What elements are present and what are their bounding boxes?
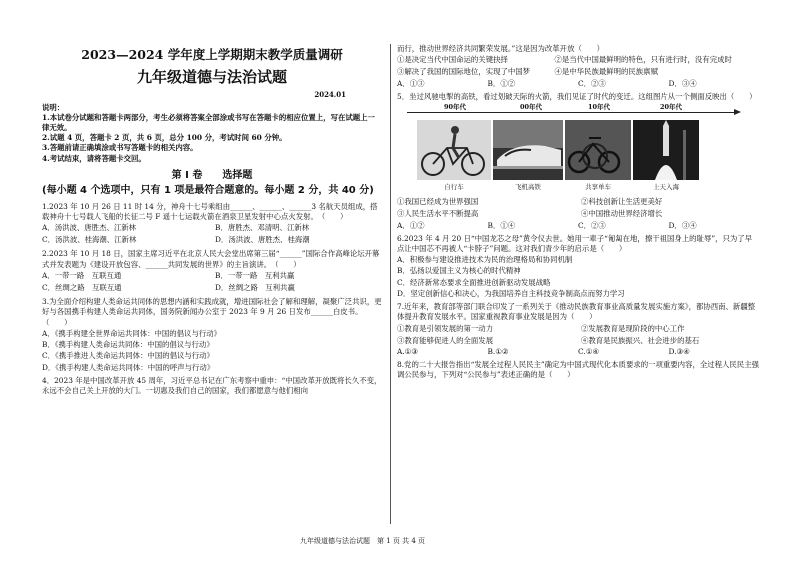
question-8 [397, 360, 759, 380]
answer-choice: C.①④ [578, 346, 599, 356]
column-divider [390, 44, 391, 524]
answer-choice: D．③④ [668, 78, 697, 88]
option: A．积极参与建设推进技术为民的治理格局和协同机制 [397, 255, 573, 265]
note-item: 2.试题 4 页，答题卡 2 页，共 6 页，总分 100 分，考试时间 60 分钟。 [42, 133, 287, 143]
option: C．经济新常态要求全面推进创新驱动发展战略 [397, 277, 551, 287]
answer-choice: D.③④ [668, 346, 690, 356]
decade-label: 10年代 [588, 103, 611, 112]
answer-choice: C．②③ [578, 220, 606, 230]
question-stem: 5．坐过风驰电掣的高铁，看过划破天际的火箭，我们见证了时代的变迁。这组图片从一个侧面反映出（ ） [397, 91, 757, 101]
train-photo [493, 120, 563, 180]
answer-choice: A．①② [397, 220, 425, 230]
photo-caption: 上天入海 [653, 183, 679, 192]
option: A．《携手构建全世界命运共同体：中国的倡议与行动》 [42, 328, 222, 338]
option: ②科技创新让生活更美好 [581, 197, 663, 207]
section-instruction: (每小题 4 个选项中，只有 1 项是最符合题意的。每小题 2 分，共 40 分) [42, 184, 374, 196]
question-2 [42, 249, 382, 294]
question-5 [397, 92, 759, 231]
exam-title: 2023—2024 学年度上学期期末教学质量调研 [81, 47, 343, 62]
shared-bikes-photo [565, 120, 631, 180]
answer-choice: B．①② [487, 78, 516, 88]
option: ④中国推动世界经济增长 [581, 209, 663, 219]
timeline-arrow-icon [734, 109, 741, 115]
option: D．坚定创新信心和决心，为我国培养自主科技竞争制高点而努力学习 [397, 288, 625, 298]
answer-choice: B.①② [487, 346, 509, 356]
page-footer: 九年级道德与法治试题 第 1 页 共 4 页 [300, 537, 426, 545]
option: A．一带一路 互联互通 [42, 270, 122, 280]
left-column [42, 44, 382, 398]
decade-label: 00年代 [520, 103, 543, 112]
option: ③教育能够促进人的全面发展 [397, 335, 494, 345]
option: B．一带一路 互利共赢 [215, 270, 295, 280]
photo-caption: 飞机高铁 [515, 183, 541, 192]
note-item: 4.考试结束，请将答题卡交回。 [42, 153, 146, 163]
notes-heading: 说明： [42, 102, 65, 112]
exam-date: 2024.01 [314, 89, 346, 99]
option: C．丝绸之路 互联互通 [42, 283, 122, 293]
bicycle-photo [417, 120, 491, 180]
option: ①是决定当代中国命运的关键抉择 [397, 55, 508, 65]
question-6 [397, 234, 759, 299]
option: A．汤洪波、唐胜杰、江新林 [42, 222, 137, 232]
note-item: 3.答题前请正确填涂或书写答题卡的相关内容。 [42, 143, 198, 153]
option: ①我国已经成为世界强国 [397, 197, 479, 207]
option: ②是当代中国最鲜明的特色，只有进行时，没有完成时 [554, 55, 732, 65]
question-stem: 4．2023 年是中国改革开放 45 周年，习近平总书记在广东考察中重申：“中国改革开放既将长久不变，永远不会自己关上开放的大门。一切惠及我们自己的国家，我们都愿意与他们相向 [42, 375, 382, 395]
option: D．《携手构建人类命运共同体：中国的呼声与行动》 [42, 362, 215, 372]
timeline-axis [407, 112, 735, 113]
note-item: 1.本试卷分试题和答题卡两部分，考生必须将答案全部涂或书写在答题卡的相应位置上，写在试题上一律无效。 [42, 112, 375, 133]
question-stem: 而行，推动世界经济共同繁荣发展。”这是因为改革开放（ ） [397, 44, 605, 53]
option: B．唐胜杰、邓清明、江新林 [215, 222, 310, 232]
answer-choice: A．①③ [397, 78, 425, 88]
question-stem: 7.近年来，教育部等部门联合印发了一系列关于《推动民族教育事业高质量发展实施方案》，都协西南、新疆整体提升教育发展水平。国家重视教育事业发展是因为（ ） [397, 302, 756, 322]
option: ③人民生活水平不断提高 [397, 209, 479, 219]
exam-subject: 九年级道德与法治试题 [136, 68, 287, 87]
option: ③解决了我国的国际地位，实现了中国梦 [397, 67, 531, 77]
question-4-cont [397, 44, 759, 89]
section-title: 第 Ⅰ 卷 选择题 [171, 169, 253, 181]
question-4 [42, 376, 382, 396]
answer-choice: A.①③ [397, 346, 418, 356]
question-3 [42, 297, 382, 373]
option: ②发展教育是现阶段的中心工作 [581, 323, 685, 333]
option: B．弘扬以爱国主义为核心的时代精神 [397, 266, 521, 276]
option: ①教育是引领发展的第一动力 [397, 323, 494, 333]
right-column [397, 44, 759, 383]
answer-choice: B．①④ [487, 220, 516, 230]
decade-label: 90年代 [444, 103, 467, 112]
option: C．《携手推进人类命运共同体：中国的倡议与行动》 [42, 351, 214, 361]
question-stem: 3.为全面介绍构建人类命运共同体的思想内涵和实践成就，增进国际社会了解和理解，凝聚广泛共识，更好与各国携手构建人类命运共同体，国务院新闻办公室于 2023 年 9 月 26 日发布______白皮书。（ ） [42, 297, 382, 327]
option: ④是中华民族最鲜明的民族禀赋 [554, 67, 658, 77]
answer-choice: C．②③ [578, 78, 606, 88]
question-1 [42, 202, 382, 247]
option: C．汤洪波、桂海潮、江新林 [42, 235, 137, 245]
photo-timeline [397, 103, 759, 194]
option: ④教育是民族振兴、社会进步的基石 [581, 335, 700, 345]
rocket-photo [633, 120, 699, 180]
question-7 [397, 302, 759, 357]
question-stem: 2.2023 年 10 月 18 日，国家主席习近平在北京人民大会堂出席第三届“______”国际合作高峰论坛开幕式并发表题为《建设开放包容、______共同发展的世界》的主旨演讲。 （ ） [42, 249, 380, 269]
option: D．汤洪波、唐胜杰、桂海潮 [215, 235, 310, 245]
question-stem: 8.党的二十大报告指出“发展全过程人民民主”确定为中国式现代化本质要求的一项重要内容，全过程人民民主强调公民参与，下列对“公民参与”表述正确的是（ ） [397, 360, 759, 380]
answer-choice: D．③④ [668, 220, 697, 230]
question-stem: 6.2023 年 4 月 20 日“中国龙芯之母”黄令仪去世。她用一辈子“匍匐在地，擦干祖国身上的耻辱”，只为了早点让中国芯不再被人“卡脖子”问题。这对我们青少年的启示是（ ） [397, 233, 753, 253]
option: D．丝绸之路 互利共赢 [215, 283, 295, 293]
decade-label: 20年代 [660, 103, 683, 112]
photo-caption: 共享单车 [585, 183, 611, 192]
option: B．《携手构建人类命运共同体：中国的倡议与行动》 [42, 340, 214, 350]
photo-caption: 自行车 [444, 183, 464, 192]
question-stem: 1.2023 年 10 月 26 日 11 时 14 分，神舟十七号乘组由______、______、______3 名航天员组成，搭载神舟十七号载人飞船的长征二号 F 遥十七运载火箭在酒泉卫星发射中心点火发射。 （ ） [42, 201, 378, 221]
